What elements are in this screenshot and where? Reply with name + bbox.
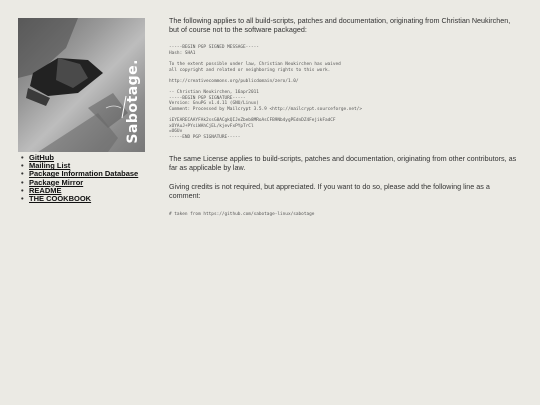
nav-link-package-mirror[interactable]: Package Mirror	[29, 177, 84, 187]
nav-list	[18, 154, 148, 203]
bullet-icon: •	[21, 194, 24, 204]
nav-link-readme[interactable]: README	[29, 185, 62, 195]
nav-link-github[interactable]: GitHub	[29, 153, 54, 162]
sidebar	[18, 18, 148, 203]
credit-line: # taken from https://github.com/sabotage-linux/sabotage	[169, 211, 315, 217]
license-text: The same License applies to build-scripts, patches and documentation, originating from other contributors, as far as applicable by law.	[169, 154, 517, 172]
bullet-icon: •	[21, 153, 24, 162]
nav-link-package-db[interactable]: Package Information Database	[29, 169, 139, 179]
pgp-signed-message: -----BEGIN PGP SIGNED MESSAGE----- Hash: SHA1 To the extent possible under law, Christian Neukirchen has waived all copyright and related or neighboring rights to this work. http://creativecommons.org/publicdomain/zero/1.0/ -- Christian Neukirchen, 16apr2011 -----BEGIN PGP SIGNATURE----- Version: GnuPG v1.4.11 (GNU/Linux) Comment: Processed by Mailcrypt 3.5.9 <http://mailcrypt.sourceforge.net/> iEYEARECAAYFAk2ssG8ACgkQIJeZbeb8MRoAsCFB9Nb4ygPEdnDZ4FejikFadCF xOYAuJ+PYsiWAhCjEL/kjevFxPYpTrCl =U6Uv -----END PGP SIGNATURE-----	[169, 45, 362, 140]
license-intro: The following applies to all build-scripts, patches and documentation, originating from Christian Neukirchen, but of course not to the software packaged:	[169, 16, 511, 34]
bullet-icon: •	[21, 185, 24, 195]
credits-text: Giving credits is not required, but appreciated. If you want to do so, please add the following line as a comment:	[169, 182, 490, 201]
logo	[18, 18, 145, 152]
nav-link-mailing-list[interactable]: Mailing List	[29, 161, 71, 171]
bullet-icon: •	[21, 161, 24, 171]
main-content	[169, 17, 519, 217]
logo-text: Sabotage.	[125, 59, 141, 144]
nav-link-cookbook[interactable]: THE COOKBOOK	[29, 194, 92, 204]
nav-item-cookbook	[21, 195, 148, 203]
bullet-icon: •	[21, 177, 24, 187]
bullet-icon: •	[21, 169, 24, 179]
